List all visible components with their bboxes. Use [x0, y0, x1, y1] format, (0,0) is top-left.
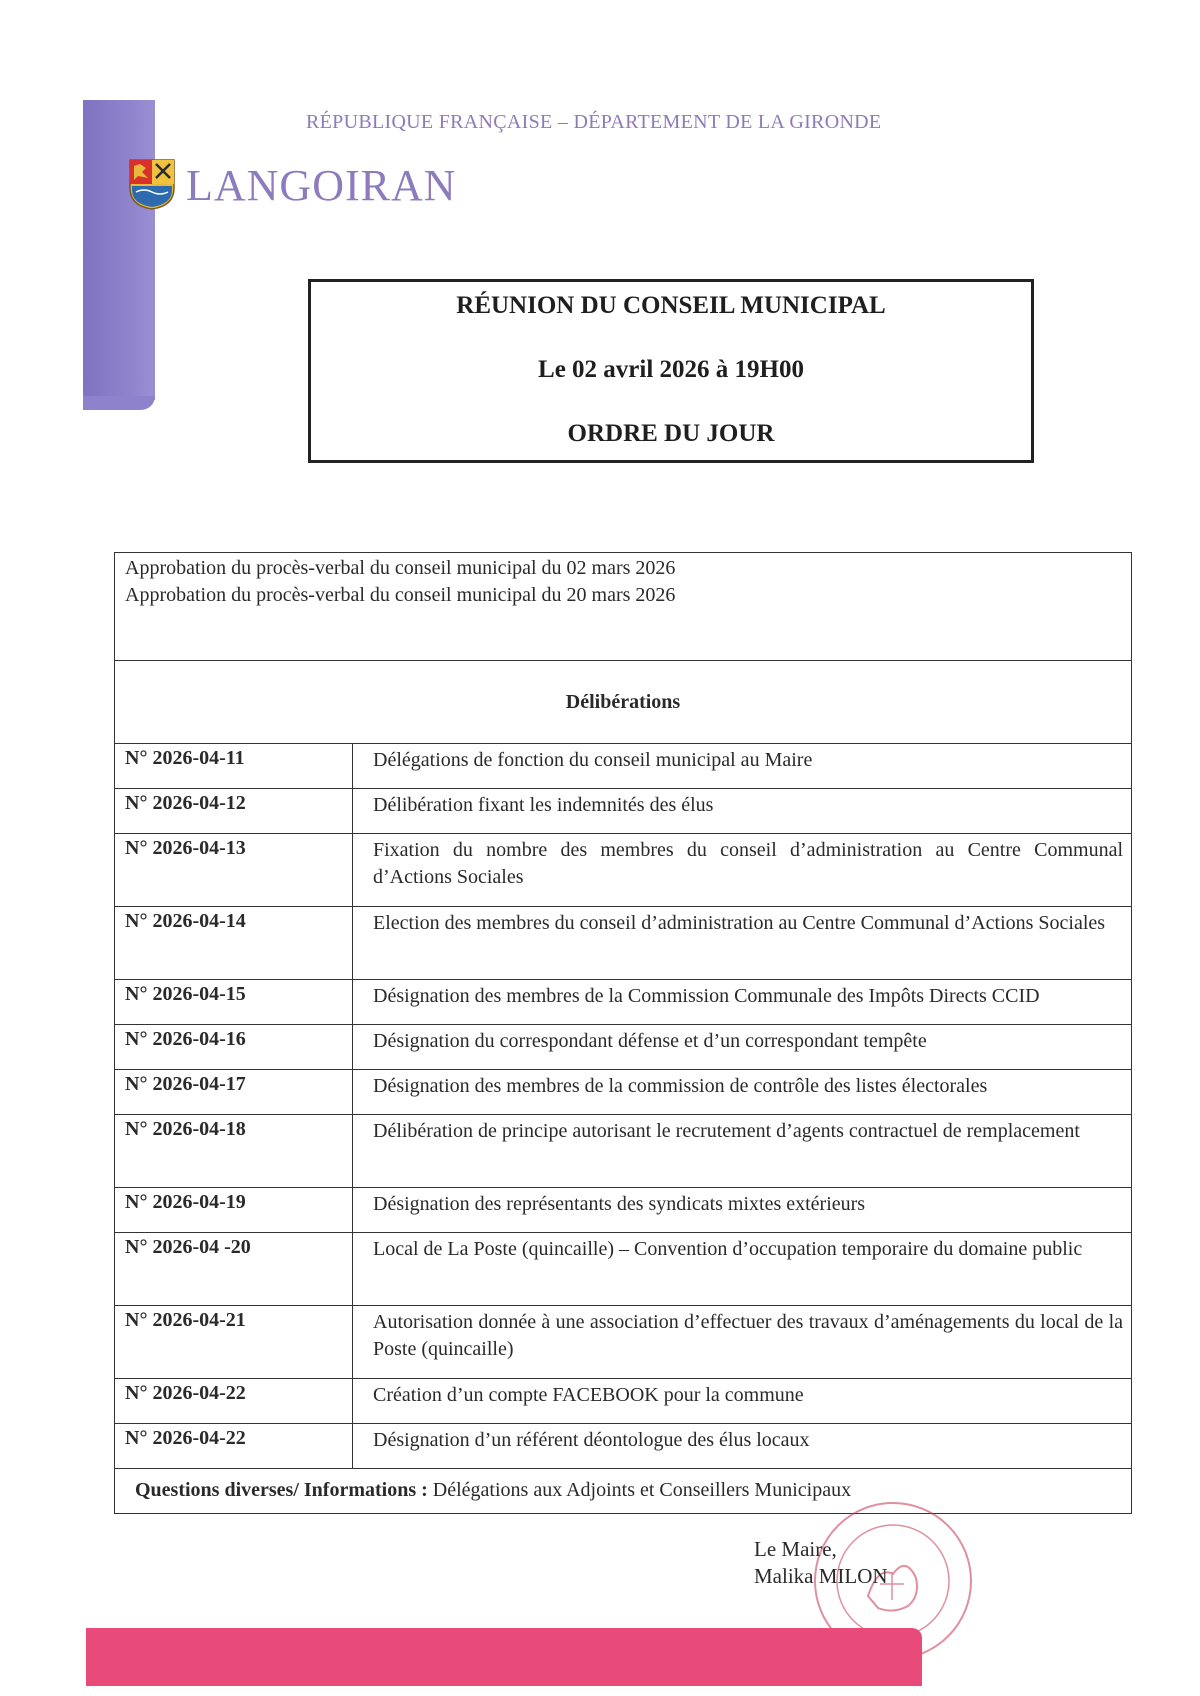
table-row: [115, 980, 1131, 1025]
table-row: [115, 1070, 1131, 1115]
approval-line: Approbation du procès-verbal du conseil municipal du 20 mars 2026: [125, 584, 676, 606]
republique-heading: RÉPUBLIQUE FRANÇAISE – DÉPARTEMENT DE LA GIRONDE: [306, 111, 882, 133]
deliberation-text: Fixation du nombre des membres du conseil d’administration au Centre Communal d’Actions Sociales: [373, 839, 1123, 888]
deliberation-number: N° 2026-04-15: [115, 980, 353, 1024]
deliberation-number: N° 2026-04-22: [115, 1424, 353, 1468]
deliberation-text: Délibération de principe autorisant le recrutement d’agents contractuel de remplacement: [373, 1120, 1080, 1142]
meeting-date: Le 02 avril 2026 à 19H00: [538, 356, 804, 383]
deliberation-text: Désignation d’un référent déontologue des élus locaux: [373, 1429, 810, 1451]
deliberation-text: Désignation des représentants des syndicats mixtes extérieurs: [373, 1193, 866, 1215]
table-row: [115, 789, 1131, 834]
questions-row: [115, 1469, 1131, 1513]
table-row: [115, 1306, 1131, 1379]
approvals-cell: [115, 553, 1131, 661]
signature-name: Malika MILON: [754, 1564, 888, 1588]
title-box: [308, 279, 1034, 463]
table-row: [115, 1233, 1131, 1306]
deliberation-text: Autorisation donnée à une association d’effectuer des travaux d’aménagements du local de la Poste (quincaille): [373, 1311, 1123, 1360]
meeting-title: RÉUNION DU CONSEIL MUNICIPAL: [456, 292, 886, 319]
table-row: [115, 1115, 1131, 1188]
table-row: [115, 1379, 1131, 1424]
header-purple-band: [83, 100, 155, 400]
footer-pink-band: [86, 1628, 922, 1686]
signature-title: Le Maire,: [754, 1537, 837, 1561]
deliberation-text: Désignation des membres de la commission de contrôle des listes électorales: [373, 1075, 988, 1097]
deliberation-number: N° 2026-04-17: [115, 1070, 353, 1114]
table-row: [115, 1424, 1131, 1469]
questions-label: Questions diverses/ Informations :: [135, 1479, 428, 1501]
table-row: [115, 907, 1131, 980]
deliberation-text: Désignation du correspondant défense et d’un correspondant tempête: [373, 1030, 927, 1052]
deliberation-number: N° 2026-04-18: [115, 1115, 353, 1187]
deliberation-number: N° 2026-04-16: [115, 1025, 353, 1069]
approval-line: Approbation du procès-verbal du conseil municipal du 02 mars 2026: [125, 557, 676, 579]
deliberation-text: Local de La Poste (quincaille) – Convention d’occupation temporaire du domaine public: [373, 1238, 1083, 1260]
deliberation-text: Création d’un compte FACEBOOK pour la commune: [373, 1384, 804, 1406]
commune-name: LANGOIRAN: [186, 161, 457, 210]
table-row: [115, 1025, 1131, 1070]
questions-text: Délégations aux Adjoints et Conseillers Municipaux: [427, 1479, 852, 1501]
deliberation-number: N° 2026-04-13: [115, 834, 353, 906]
deliberation-number: N° 2026-04-22: [115, 1379, 353, 1423]
table-row: [115, 1188, 1131, 1233]
agenda-table: [114, 552, 1132, 1514]
deliberation-number: N° 2026-04-19: [115, 1188, 353, 1232]
deliberation-number: N° 2026-04-21: [115, 1306, 353, 1378]
signature-block: [754, 1536, 888, 1590]
deliberation-text: Désignation des membres de la Commission Communale des Impôts Directs CCID: [373, 985, 1040, 1007]
table-row: [115, 744, 1131, 789]
deliberations-heading: Délibérations: [115, 661, 1131, 744]
deliberation-text: Délégations de fonction du conseil municipal au Maire: [373, 749, 813, 771]
deliberation-number: N° 2026-04 -20: [115, 1233, 353, 1305]
agenda-heading: ORDRE DU JOUR: [567, 420, 775, 447]
deliberation-number: N° 2026-04-14: [115, 907, 353, 979]
coat-of-arms-icon: [128, 158, 176, 210]
deliberation-text: Election des membres du conseil d’administration au Centre Communal d’Actions Sociales: [373, 912, 1106, 934]
deliberation-text: Délibération fixant les indemnités des élus: [373, 794, 714, 816]
deliberation-number: N° 2026-04-12: [115, 789, 353, 833]
table-row: [115, 834, 1131, 907]
deliberation-number: N° 2026-04-11: [115, 744, 353, 788]
